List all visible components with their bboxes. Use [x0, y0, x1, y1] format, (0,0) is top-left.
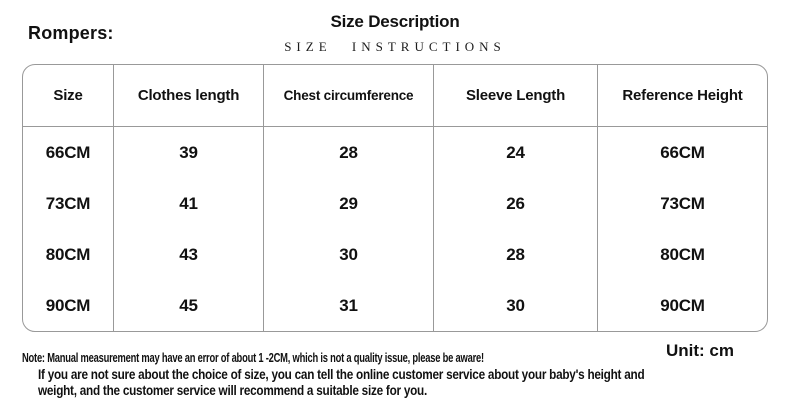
table-cell: 39 [114, 127, 264, 178]
measurement-note: Note: Manual measurement may have an error of about 1 -2CM, which is not a quality issue, please be aware! [22, 350, 484, 365]
sizing-advice-line: weight, and the customer service will recommend a suitable size for you. [38, 382, 428, 398]
size-table [22, 64, 768, 332]
table-cell: 28 [434, 229, 598, 280]
table-cell: 26 [434, 178, 598, 229]
table-cell: 80CM [660, 244, 705, 264]
product-category-label: Rompers: [28, 23, 114, 43]
table-cell: 28 [264, 127, 434, 178]
sizing-advice-line: If you are not sure about the choice of size, you can tell the online customer service about your baby's height and [38, 366, 645, 382]
table-cell: 43 [114, 229, 264, 280]
table-cell: 45 [114, 280, 264, 331]
table-cell: 80CM [23, 229, 114, 280]
table-cell: 30 [264, 229, 434, 280]
table-cell: 90CM [23, 280, 114, 331]
column-header-reference-height: Reference Height [598, 65, 767, 127]
table-cell: 29 [264, 178, 434, 229]
table-cell: 73CM [23, 178, 114, 229]
table-cell: 30 [434, 280, 598, 331]
column-header-clothes-length: Clothes length [114, 65, 264, 127]
column-header-sleeve-length: Sleeve Length [434, 65, 598, 127]
table-cell: 90CM [660, 295, 705, 315]
unit-label: Unit: cm [666, 341, 734, 360]
table-cell: 66CM [660, 142, 705, 162]
sizing-advice [38, 366, 760, 398]
title-block [0, 12, 790, 55]
column-header-chest-circumference: Chest circumference [264, 65, 434, 127]
column-header-size: Size [23, 65, 114, 127]
table-cell: 41 [114, 178, 264, 229]
page-title: Size Description [330, 12, 460, 31]
table-cell: 73CM [660, 193, 705, 213]
table-cell: 66CM [23, 127, 114, 178]
table-cell: 24 [434, 127, 598, 178]
table-cell: 31 [264, 280, 434, 331]
page-subtitle: SIZE INSTRUCTIONS [284, 39, 506, 54]
